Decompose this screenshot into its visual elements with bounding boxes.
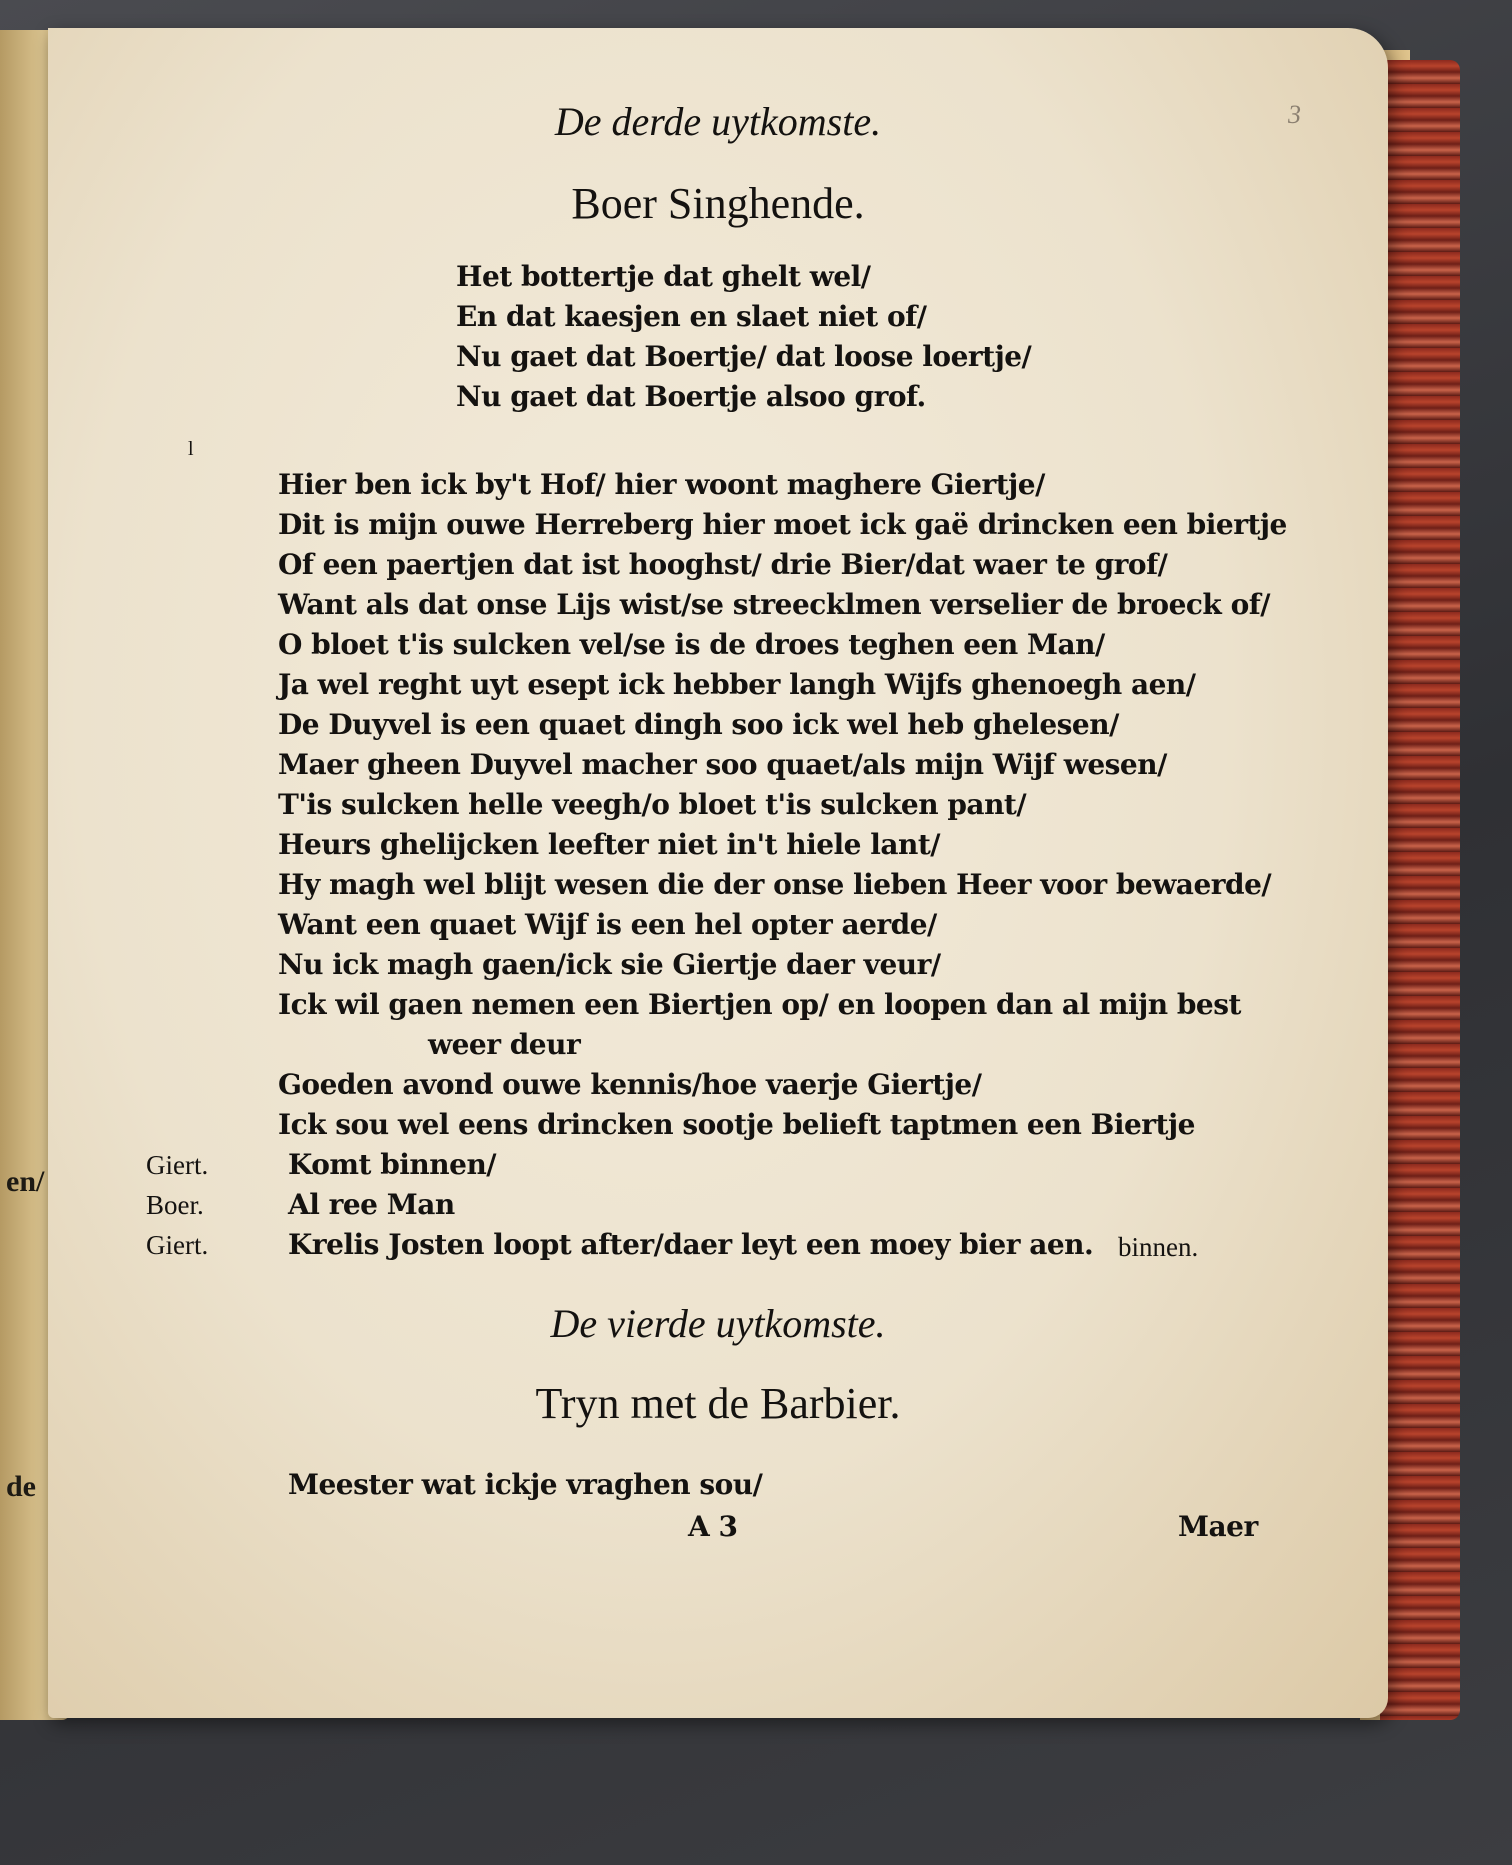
speech-line: Ick sou wel eens drincken sootje belieft taptmen een Biertje: [278, 1108, 1195, 1141]
speaker-label: Giert.: [146, 1150, 209, 1180]
book-page: [48, 28, 1388, 1718]
speech-line: Maer gheen Duyvel macher soo quaet/als mijn Wijf wesen/: [278, 748, 1167, 781]
final-line: Meester wat ickje vraghen sou/: [288, 1468, 763, 1501]
speech-line: weer deur: [428, 1028, 581, 1061]
song-line: Het bottertje dat ghelt wel/: [456, 260, 871, 293]
dialogue-line: Krelis Josten loopt after/daer leyt een moey bier aen.: [288, 1228, 1094, 1261]
signature-mark: A 3: [688, 1510, 738, 1543]
song-line: En dat kaesjen en slaet niet of/: [456, 300, 927, 333]
speech-line: Nu ick magh gaen/ick sie Giertje daer veur/: [278, 948, 941, 981]
speaker-label: Boer.: [146, 1190, 204, 1220]
speech-line: O bloet t'is sulcken vel/se is de droes teghen een Man/: [278, 628, 1105, 661]
speech-line: Heurs ghelijcken leefter niet in't hiele lant/: [278, 828, 941, 861]
speech-line: Want een quaet Wijf is een hel opter aerde/: [278, 908, 937, 941]
running-head: De derde uytkomste.: [554, 99, 882, 144]
song-line: Nu gaet dat Boertje/ dat loose loertje/: [456, 340, 1032, 373]
section-title: Boer Singhende.: [571, 179, 865, 228]
speech-line: Hy magh wel blijt wesen die der onse lieben Heer voor bewaerde/: [278, 868, 1272, 901]
speaker-label: Giert.: [146, 1230, 209, 1260]
song-line: Nu gaet dat Boertje alsoo grof.: [456, 380, 926, 413]
speech-line: Want als dat onse Lijs wist/se streecklmen verselier de broeck of/: [278, 588, 1271, 621]
speech-line: Goeden avond ouwe kennis/hoe vaerje Giertje/: [278, 1068, 982, 1101]
left-page-fragment: de: [6, 1470, 36, 1503]
catchword: Maer: [1178, 1510, 1258, 1543]
speech-line: Ick wil gaen nemen een Biertjen op/ en loopen dan al mijn best: [278, 988, 1241, 1021]
speech-line: Of een paertjen dat ist hooghst/ drie Bier/dat waer te grof/: [278, 548, 1168, 581]
marbled-cover: [1380, 60, 1460, 1720]
left-page-fragment: en/: [6, 1165, 45, 1198]
speech-line: Dit is mijn ouwe Herreberg hier moet ick gaë drincken een biertje: [278, 508, 1287, 541]
speech-line: Hier ben ick by't Hof/ hier woont maghere Giertje/: [278, 468, 1045, 501]
dialogue-line: Komt binnen/: [288, 1148, 497, 1181]
dialogue-line: Al ree Man: [288, 1188, 455, 1221]
speech-line: Ja wel reght uyt esept ick hebber langh Wijfs ghenoegh aen/: [278, 668, 1196, 701]
stage-note: binnen.: [1118, 1232, 1199, 1262]
speech-line: T'is sulcken helle veegh/o bloet t'is sulcken pant/: [278, 788, 1027, 821]
section-title: Tryn met de Barbier.: [535, 1379, 901, 1428]
speech-line: De Duyvel is een quaet dingh soo ick wel heb ghelesen/: [278, 708, 1119, 741]
margin-mark: l: [188, 438, 194, 460]
page-number: 3: [1288, 100, 1301, 129]
running-head: De vierde uytkomste.: [550, 1301, 886, 1346]
